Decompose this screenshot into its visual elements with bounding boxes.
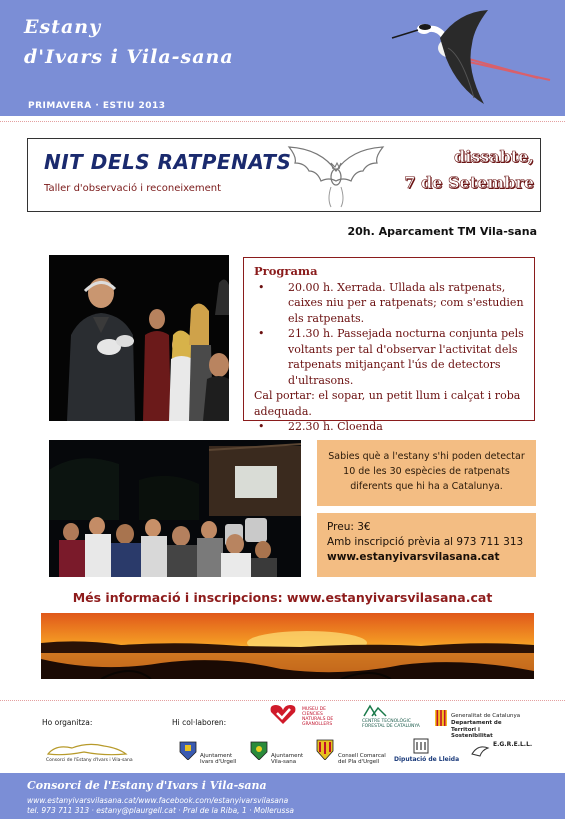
info-line: diferents que hi ha a Catalunya.	[350, 481, 503, 492]
programa-item	[254, 280, 524, 327]
egrell-logo-text: E.G.R.E.L.L.	[493, 741, 533, 748]
header-banner	[0, 0, 565, 116]
stilt-bird-illustration	[388, 8, 553, 108]
season-label: PRIMAVERA · ESTIU 2013	[28, 101, 166, 111]
footer-links[interactable]: www.estanyivarsvilasana.cat/www.facebook.com/estanyivarsvilasana	[27, 796, 289, 805]
heart-logo	[269, 703, 297, 725]
event-subtitle: Taller d'observació i reconeixement	[44, 183, 222, 194]
programa-item-text: 21.30 h. Passejada nocturna conjunta pels voltants per tal d'observar l'activitat dels ratpenats mitjançant l'ús de detectors d'ultrasons.	[288, 327, 524, 387]
consell-logo-text-2: del Pla d'Urgell	[338, 759, 380, 765]
event-title-box	[27, 138, 541, 212]
museu-logo-text: MUSEU DE CIENCIES NATURALS DE GRANOLLERS	[302, 707, 334, 727]
divider-line	[0, 700, 565, 701]
website-link[interactable]: www.estanyivarsvilasana.cat	[327, 551, 500, 563]
price-text: Preu: 3€	[327, 521, 371, 533]
info-line: Sabies què a l'estany s'hi poden detectar	[328, 451, 525, 462]
ivars-shield-icon	[179, 740, 197, 760]
programa-item-text: 20.00 h. Xerrada. Ullada als ratpenats, caixes niu per a ratpenats; com s'estudien els ratpenats.	[288, 280, 524, 325]
consorci-logo-text: Consorci de l'Estany d'Ivars i Vila-sana	[46, 758, 133, 763]
vilasana-shield-icon	[250, 740, 268, 760]
generalitat-logo	[435, 710, 447, 726]
ctfc-logo	[362, 704, 388, 718]
programa-item	[254, 419, 524, 435]
collaborators-label: Hi col·laboren:	[172, 718, 227, 727]
bullet: •	[258, 327, 265, 340]
more-info-heading: Més informació i inscripcions: www.estanyivarsvilasana.cat	[72, 590, 493, 605]
generalitat-logo-text-1: Generalitat de Catalunya	[451, 713, 521, 719]
photo-sunset-lake	[41, 613, 534, 679]
consell-logo-text-1: Consell Comarcal	[338, 753, 386, 759]
consell-shield-icon	[316, 738, 334, 760]
diputacio-logo-text: Diputació de Lleida	[394, 756, 460, 763]
divider-line	[0, 121, 565, 122]
programa-item	[254, 326, 524, 388]
info-fact-box	[317, 440, 536, 506]
event-date: 7 de Setembre	[404, 173, 534, 192]
generalitat-logo-text-2: Departament de Territori i Sostenibilitat	[451, 720, 502, 739]
vilasana-logo-text-2: Vila-sana	[271, 759, 297, 765]
bullet: •	[258, 420, 265, 433]
programa-item-text: 22.30 h. Cloenda	[288, 420, 383, 433]
programa-note: Cal portar: el sopar, un petit llum i calçat i roba adequada.	[254, 389, 521, 418]
ivars-logo-text-1: Ajuntament	[200, 753, 233, 759]
footer-contact: tel. 973 711 313 · estany@plaurgell.cat · Pral de la Riba, 1 · Mollerussa	[27, 806, 294, 815]
diputacio-logo	[413, 738, 429, 754]
inscription-text: Amb inscripció prèvia al 973 711 313	[327, 536, 524, 548]
event-date-day: dissabte,	[454, 147, 534, 166]
event-title: NIT DELS RATPENATS	[44, 150, 292, 174]
price-box	[317, 513, 536, 577]
egrell-bird-icon	[470, 740, 490, 760]
bat-illustration	[281, 141, 391, 211]
programa-title: Programa	[254, 264, 318, 278]
footer	[0, 773, 565, 819]
ctfc-logo-text: CENTRE TECNOLÒGIC FORESTAL DE CATALUNYA	[362, 719, 420, 729]
info-line: 10 de les 30 espècies de ratpenats	[343, 466, 510, 477]
organizer-label: Ho organitza:	[42, 718, 93, 727]
vilasana-logo-text-1: Ajuntament	[271, 753, 304, 759]
programa-box	[243, 257, 535, 433]
header-title-line2: d'Ivars i Vila-sana	[24, 46, 234, 68]
ivars-logo-text-2: Ivars d'Urgell	[200, 759, 237, 765]
bullet: •	[258, 280, 265, 294]
footer-title: Consorci de l'Estany d'Ivars i Vila-sana	[27, 779, 267, 792]
header-title-line1: Estany	[24, 16, 102, 38]
event-location: 20h. Aparcament TM Vila-sana	[347, 225, 537, 238]
photo-bat-talk	[49, 255, 229, 421]
photo-audience-night	[49, 440, 301, 577]
